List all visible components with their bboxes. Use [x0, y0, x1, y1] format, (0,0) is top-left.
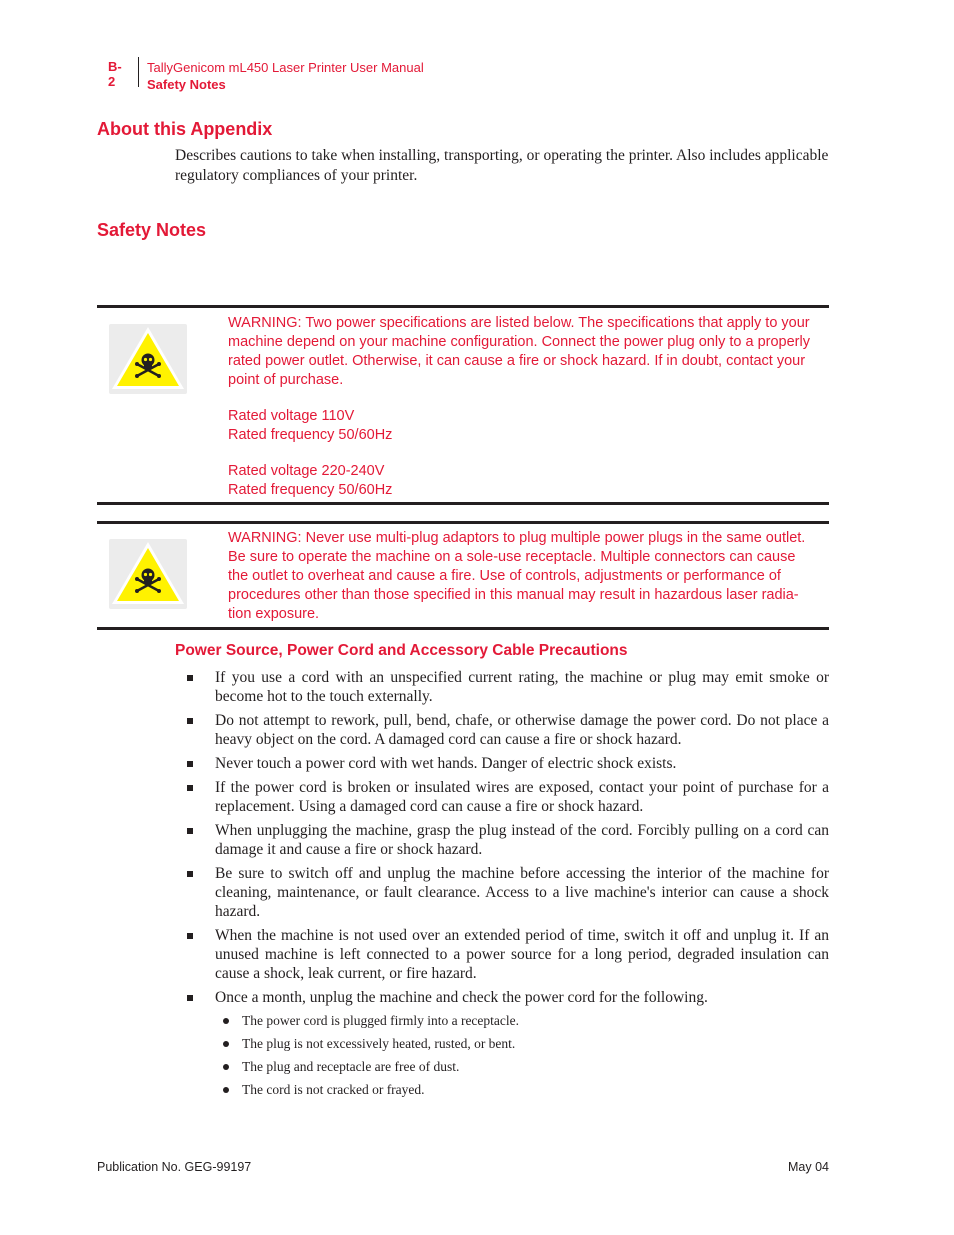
list-item-text: When the machine is not used over an extended period of time, switch it off and unplug it. If an unused machine is left connected to a power source for a long period, degraded insulation can cause a shock, leak current, or fire hazard.	[215, 927, 829, 982]
sub-list-item-text: The cord is not cracked or frayed.	[242, 1082, 425, 1097]
list-item	[187, 754, 829, 773]
square-bullet-icon	[187, 871, 193, 877]
warning-line: WARNING: Two power specifications are listed below. The specifications that apply to your	[228, 315, 810, 331]
header-section: Safety Notes	[147, 77, 226, 92]
list-item	[187, 988, 829, 1099]
list-item-text: Be sure to switch off and unplug the machine before accessing the interior of the machine for cleaning, maintenance, or fault clearance. Access to a live machine's interior can cause a shock hazard.	[215, 865, 829, 920]
list-item	[187, 821, 829, 859]
square-bullet-icon	[187, 675, 193, 681]
skull-crossbones-warning-icon	[109, 324, 187, 394]
rated-voltage-110: Rated voltage 110V	[228, 408, 355, 424]
skull-crossbones-warning-icon	[109, 539, 187, 609]
power-section-heading: Power Source, Power Cord and Accessory Cable Precautions	[175, 642, 628, 659]
round-bullet-icon	[223, 1087, 229, 1093]
list-item-text: Never touch a power cord with wet hands. Danger of electric shock exists.	[215, 755, 677, 772]
sub-list-item	[215, 1081, 829, 1099]
warning-line: rated power outlet. Otherwise, it can cause a fire or shock hazard. If in doubt, contact your	[228, 353, 806, 369]
square-bullet-icon	[187, 718, 193, 724]
warning-line: tion exposure.	[228, 606, 320, 622]
header-divider	[138, 57, 139, 87]
sub-list-item-text: The plug and receptacle are free of dust.	[242, 1059, 460, 1074]
publication-number: Publication No. GEG-99197	[97, 1160, 252, 1174]
rated-voltage-220: Rated voltage 220-240V	[228, 463, 385, 479]
manual-title: TallyGenicom mL450 Laser Printer User Manual	[147, 60, 424, 75]
rated-frequency-2: Rated frequency 50/60Hz	[228, 482, 393, 498]
square-bullet-icon	[187, 995, 193, 1001]
warning-text-power-specs	[228, 314, 820, 500]
square-bullet-icon	[187, 785, 193, 791]
sub-list-item	[215, 1012, 829, 1030]
warning-box-multi-plug	[97, 521, 829, 630]
list-item-text: Once a month, unplug the machine and check the power cord for the following.	[215, 989, 708, 1006]
rated-frequency-1: Rated frequency 50/60Hz	[228, 427, 393, 443]
square-bullet-icon	[187, 828, 193, 834]
list-item-text: Do not attempt to rework, pull, bend, chafe, or otherwise damage the power cord. Do not place a heavy object on the cord. A damaged cord can cause a fire or shock hazard.	[215, 712, 829, 748]
round-bullet-icon	[223, 1018, 229, 1024]
warning-line: the outlet to overheat and cause a fire. Use of controls, adjustments or performance of	[228, 568, 781, 584]
square-bullet-icon	[187, 761, 193, 767]
round-bullet-icon	[223, 1041, 229, 1047]
warning-line: Be sure to operate the machine on a sole-use receptacle. Multiple connectors can cause	[228, 549, 796, 565]
about-text: Describes cautions to take when installing, transporting, or operating the printer. Also includes applicable regulatory compliances of your printer.	[175, 147, 829, 184]
list-item-text: If you use a cord with an unspecified current rating, the machine or plug may emit smoke or become hot to the touch externally.	[215, 669, 829, 705]
sub-list-item	[215, 1035, 829, 1053]
power-cord-checklist	[215, 1012, 829, 1099]
list-item	[187, 926, 829, 983]
list-item	[187, 668, 829, 706]
warning-line: machine depend on your machine configuration. Connect the power plug only to a properly	[228, 334, 810, 350]
warning-line: point of purchase.	[228, 372, 344, 388]
sub-list-item-text: The plug is not excessively heated, rusted, or bent.	[242, 1036, 516, 1051]
about-heading: About this Appendix	[97, 119, 273, 139]
list-item-text: If the power cord is broken or insulated wires are exposed, contact your point of purchase for a replacement. Using a damaged cord can cause a fire or shock hazard.	[215, 779, 829, 815]
header-text	[147, 59, 424, 93]
warning-line: procedures other than those specified in this manual may result in hazardous laser radia-	[228, 587, 799, 603]
list-item-text: When unplugging the machine, grasp the plug instead of the cord. Forcibly pulling on a cord can damage it and cause a fire or shock hazard.	[215, 822, 829, 858]
sub-list-item	[215, 1058, 829, 1076]
list-item	[187, 778, 829, 816]
warning-box-power-specs	[97, 305, 829, 505]
publication-date: May 04	[788, 1160, 829, 1174]
warning-text-multi-plug	[228, 529, 820, 624]
list-item	[187, 711, 829, 749]
safety-notes-heading: Safety Notes	[97, 220, 207, 240]
square-bullet-icon	[187, 933, 193, 939]
page-number: B-2	[108, 59, 122, 89]
list-item	[187, 864, 829, 921]
warning-line: WARNING: Never use multi-plug adaptors to plug multiple power plugs in the same outlet.	[228, 530, 806, 546]
precautions-list	[187, 668, 829, 1104]
sub-list-item-text: The power cord is plugged firmly into a receptacle.	[242, 1013, 520, 1028]
round-bullet-icon	[223, 1064, 229, 1070]
